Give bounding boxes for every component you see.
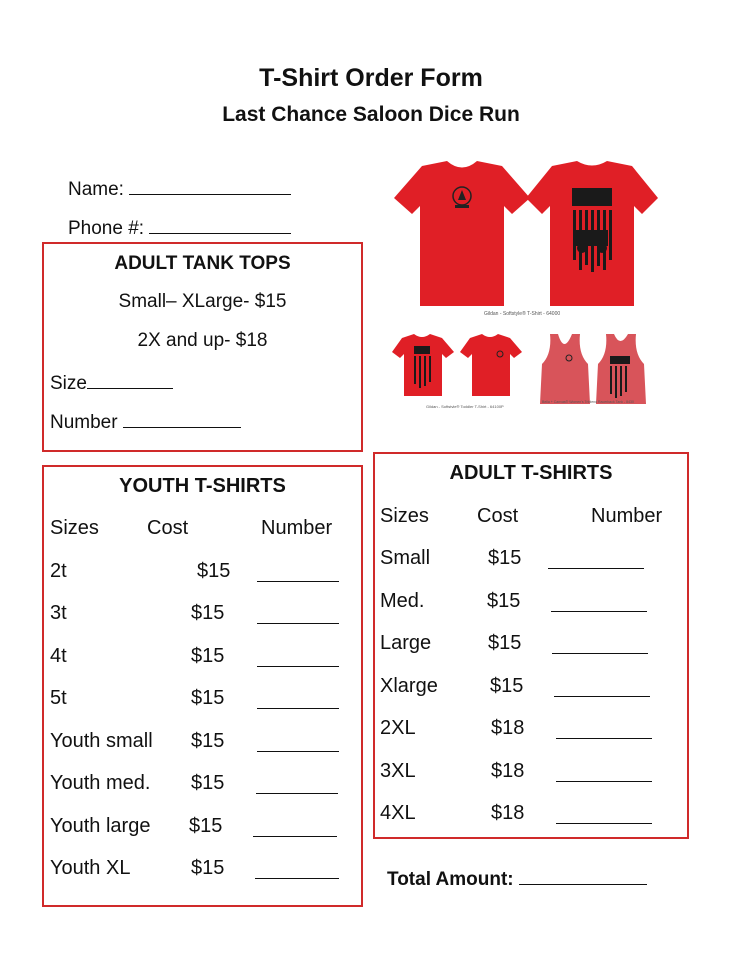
youth-size: Youth large [50,815,151,837]
name-field [68,176,291,201]
tank-size-field [50,370,173,395]
youth-size: 4t [50,645,67,667]
adult-size: 4XL [380,802,416,824]
youth-size: 5t [50,687,67,709]
youth-number-blank[interactable] [255,860,339,879]
toddler-shirt-front [460,334,522,396]
tank-number-field [50,409,241,434]
tshirt-photos-image [392,158,660,408]
name-label: Name: [68,179,124,200]
tank-back [596,334,646,404]
event-subtitle: Last Chance Saloon Dice Run [222,103,520,126]
adult-number-blank[interactable] [552,635,648,654]
adult-col-cost: Cost [477,505,519,527]
phone-field [68,215,291,240]
adult-col-number: Number [591,505,663,527]
tank-number-blank[interactable] [123,409,241,428]
adult-number-blank[interactable] [551,593,647,612]
adult-size: 3XL [380,760,416,782]
adult-size: Large [380,632,432,654]
tank-front [540,334,590,404]
adult-size: Small [380,547,431,569]
product-photos [392,158,660,408]
total-amount-label: Total Amount: [387,869,514,890]
adult-number-blank[interactable] [556,763,652,782]
youth-size: Youth XL [50,857,131,879]
youth-cost: $15 [191,687,225,709]
tank-number-label: Number [50,412,118,433]
total-amount-blank[interactable] [519,866,647,885]
total-amount-field [387,866,647,891]
youth-size: 3t [50,602,67,624]
youth-number-blank[interactable] [257,733,339,752]
back-shirt [526,161,658,306]
tank-size-label: Size [50,373,87,394]
adult-cost: $15 [487,590,521,612]
youth-size: Youth med. [50,772,151,794]
youth-number-blank[interactable] [257,648,339,667]
youth-cost: $15 [189,815,223,837]
adult-number-blank[interactable] [548,550,644,569]
youth-cost: $15 [197,560,231,582]
adult-size: 2XL [380,717,416,739]
adult-cost: $18 [491,802,525,824]
adult-cost: $15 [488,632,522,654]
caption-right: Bella + Canvas® Women's Triblend Racerback Tank - 8430 [542,400,634,404]
front-shirt [394,161,530,306]
youth-number-blank[interactable] [253,818,337,837]
tank-tops-heading: ADULT TANK TOPS [114,253,291,274]
youth-size: 2t [50,560,67,582]
phone-label: Phone #: [68,218,145,239]
adult-size: Xlarge [380,675,438,697]
adult-number-blank[interactable] [556,805,652,824]
youth-col-number: Number [261,517,333,539]
youth-cost: $15 [191,857,225,879]
adult-cost: $15 [490,675,524,697]
youth-number-blank[interactable] [256,775,338,794]
youth-number-blank[interactable] [257,605,339,624]
youth-col-cost: Cost [147,517,189,539]
youth-size: Youth small [50,730,153,752]
youth-number-blank[interactable] [257,563,339,582]
caption-left: Gildan - Softstyle® Toddler T-Shirt - 64100P [426,404,504,408]
name-blank[interactable] [129,176,291,195]
phone-blank[interactable] [149,215,291,234]
adult-col-sizes: Sizes [380,505,429,527]
adult-cost: $15 [488,547,522,569]
caption-top: Gildan - Softstyle® T-Shirt - 64000 [484,311,561,317]
adult-number-blank[interactable] [556,720,652,739]
tank-price-line-2: 2X and up- $18 [137,330,268,351]
youth-col-sizes: Sizes [50,517,99,539]
toddler-shirt-back [392,334,454,396]
youth-cost: $15 [191,772,225,794]
youth-cost: $15 [191,645,225,667]
adult-number-blank[interactable] [554,678,650,697]
tank-price-line-1: Small– XLarge- $15 [118,291,287,312]
form-title: T-Shirt Order Form [259,64,483,92]
youth-heading: YOUTH T-SHIRTS [119,475,286,497]
youth-number-blank[interactable] [257,690,339,709]
tank-size-blank[interactable] [87,370,173,389]
adult-heading: ADULT T-SHIRTS [449,462,613,484]
youth-cost: $15 [191,602,225,624]
adult-cost: $18 [491,760,525,782]
adult-size: Med. [380,590,425,612]
adult-cost: $18 [491,717,525,739]
youth-cost: $15 [191,730,225,752]
